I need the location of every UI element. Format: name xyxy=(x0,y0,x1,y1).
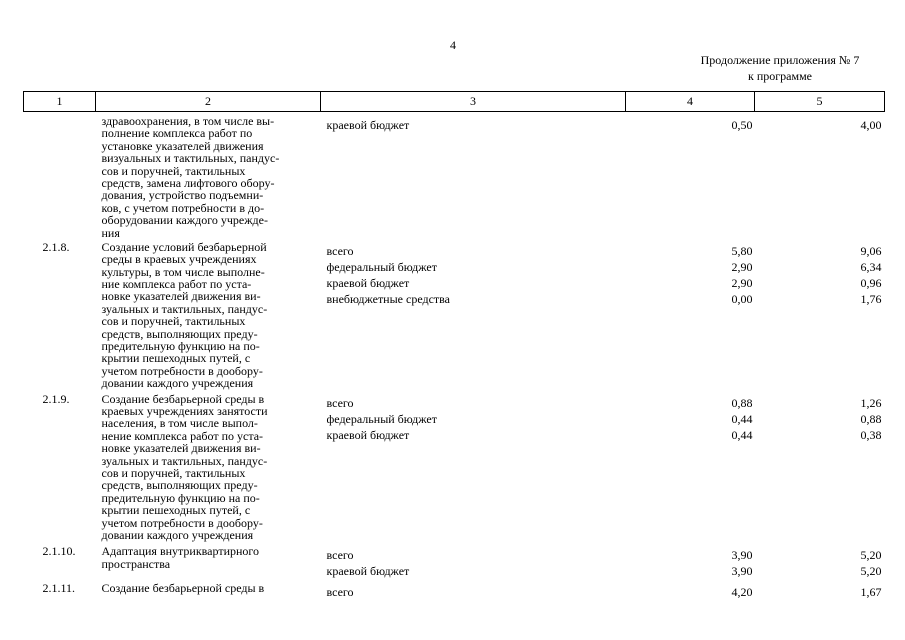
value-col-5-cell xyxy=(755,112,885,239)
continuation-line-2: к программе xyxy=(747,69,812,83)
row-description xyxy=(96,390,321,542)
value-col-4-cell xyxy=(626,390,755,542)
value-col-4: 0,88 xyxy=(731,395,753,410)
row-description xyxy=(96,112,321,239)
row-number: 2.1.11. xyxy=(42,580,76,595)
description-line: учетом потребности в дообору- xyxy=(101,363,263,378)
funding-source-cell xyxy=(321,112,626,239)
value-col-4-cell xyxy=(626,239,755,390)
description-line: здравоохранения, в том числе вы- xyxy=(101,114,275,128)
value-col-4: 0,50 xyxy=(731,118,753,132)
funding-source: всего xyxy=(326,243,354,258)
value-col-5: 1,26 xyxy=(860,395,882,410)
funding-source: краевой бюджет xyxy=(326,118,410,132)
value-col-5: 1,67 xyxy=(860,584,882,599)
value-col-4: 3,90 xyxy=(731,548,753,563)
continuation-line-1: Продолжение приложения № 7 xyxy=(700,53,860,67)
funding-source: внебюджетные средства xyxy=(326,292,450,307)
appendix-table xyxy=(23,91,885,600)
description-line: новке указателей движения ви- xyxy=(101,441,261,456)
description-line: сов и поручней, тактильных xyxy=(101,163,246,178)
description-line: нение комплекса работ по уста- xyxy=(101,428,264,443)
page-number: 4 xyxy=(450,38,456,52)
description-line: сов и поручней, тактильных xyxy=(101,314,246,329)
description-line: довании каждого учреждения xyxy=(101,376,254,391)
funding-source-cell xyxy=(321,390,626,542)
description-line: краевых учреждениях занятости xyxy=(101,403,268,418)
description-line: средств, выполняющих преду- xyxy=(101,326,258,341)
value-col-5-cell xyxy=(755,390,885,542)
row-description xyxy=(96,580,321,600)
column-header-3: 3 xyxy=(321,92,626,112)
value-col-5: 4,00 xyxy=(860,118,882,132)
description-line: культуры, в том числе выполне- xyxy=(101,264,265,279)
value-col-5: 0,38 xyxy=(860,427,882,442)
funding-source-cell xyxy=(321,580,626,600)
description-line: Создание безбарьерной среды в xyxy=(101,580,265,595)
row-number: 2.1.8. xyxy=(42,239,70,254)
table-row xyxy=(24,580,885,600)
description-line: средств, замена лифтового обору- xyxy=(101,175,275,190)
funding-source: всего xyxy=(326,395,354,410)
value-col-4-cell xyxy=(626,112,755,239)
funding-source-cell xyxy=(321,239,626,390)
description-line: зуальных и тактильных, пандус- xyxy=(101,301,268,316)
value-col-4: 0,00 xyxy=(731,292,753,307)
description-line: предительную функцию на по- xyxy=(101,339,260,354)
row-description xyxy=(96,239,321,390)
description-line: Создание безбарьерной среды в xyxy=(101,391,265,406)
description-line: крытии пешеходных путей, с xyxy=(101,503,251,518)
row-number: 2.1.10. xyxy=(42,544,76,559)
value-col-5: 9,06 xyxy=(860,243,882,258)
description-line: Адаптация внутриквартирного xyxy=(101,544,260,559)
column-header-5: 5 xyxy=(755,92,885,112)
row-description xyxy=(96,541,321,579)
value-col-4-cell xyxy=(626,580,755,600)
table-row xyxy=(24,112,885,239)
value-col-5: 0,88 xyxy=(860,411,882,426)
funding-source: краевой бюджет xyxy=(326,564,410,579)
description-line: дования, устройство подъемни- xyxy=(101,188,264,203)
description-line: среды в краевых учреждениях xyxy=(101,252,257,267)
value-col-4: 3,90 xyxy=(731,564,753,579)
description-line: предительную функцию на по- xyxy=(101,490,260,505)
description-line: оборудовании каждого учрежде- xyxy=(101,213,268,228)
funding-source-cell xyxy=(321,541,626,579)
value-col-5: 1,76 xyxy=(860,292,882,307)
row-number xyxy=(24,112,96,239)
description-line: зуальных и тактильных, пандус- xyxy=(101,453,268,468)
table-row xyxy=(24,390,885,542)
value-col-4: 5,80 xyxy=(731,243,753,258)
value-col-5: 5,20 xyxy=(860,564,882,579)
table-row xyxy=(24,541,885,579)
value-col-5-cell xyxy=(755,239,885,390)
description-line: учетом потребности в дообору- xyxy=(101,515,263,530)
description-line: новке указателей движения ви- xyxy=(101,289,261,304)
row-number: 2.1.9. xyxy=(42,391,70,406)
value-col-5-cell xyxy=(755,541,885,579)
description-line: установке указателей движения xyxy=(101,138,264,153)
value-col-4: 0,44 xyxy=(731,411,753,426)
value-col-4: 2,90 xyxy=(731,276,753,291)
table-header-row xyxy=(24,92,885,112)
funding-source: краевой бюджет xyxy=(326,276,410,291)
continuation-header xyxy=(680,52,880,84)
column-header-4: 4 xyxy=(626,92,755,112)
description-line: полнение комплекса работ по xyxy=(101,126,253,141)
funding-source: краевой бюджет xyxy=(326,427,410,442)
column-header-2: 2 xyxy=(96,92,321,112)
description-line: визуальных и тактильных, пандус- xyxy=(101,151,280,166)
description-line: Создание условий безбарьерной xyxy=(101,239,267,254)
value-col-5: 6,34 xyxy=(860,260,882,275)
description-line: ния xyxy=(101,225,120,240)
description-line: ние комплекса работ по уста- xyxy=(101,277,252,292)
description-line: крытии пешеходных путей, с xyxy=(101,351,251,366)
value-col-5-cell xyxy=(755,580,885,600)
value-col-4: 0,44 xyxy=(731,427,753,442)
value-col-5: 0,96 xyxy=(860,276,882,291)
funding-source: федеральный бюджет xyxy=(326,260,437,275)
description-line: довании каждого учреждения xyxy=(101,527,254,542)
description-line: сов и поручней, тактильных xyxy=(101,465,246,480)
description-line: населения, в том числе выпол- xyxy=(101,416,258,431)
description-line: средств, выполняющих преду- xyxy=(101,478,258,493)
value-col-4: 4,20 xyxy=(731,584,753,599)
description-line: ков, с учетом потребности в до- xyxy=(101,200,265,215)
description-line: пространства xyxy=(101,556,171,571)
value-col-5: 5,20 xyxy=(860,548,882,563)
funding-source: всего xyxy=(326,548,354,563)
column-header-1: 1 xyxy=(24,92,96,112)
funding-source: всего xyxy=(326,584,354,599)
value-col-4: 2,90 xyxy=(731,260,753,275)
table-row xyxy=(24,239,885,390)
value-col-4-cell xyxy=(626,541,755,579)
funding-source: федеральный бюджет xyxy=(326,411,437,426)
